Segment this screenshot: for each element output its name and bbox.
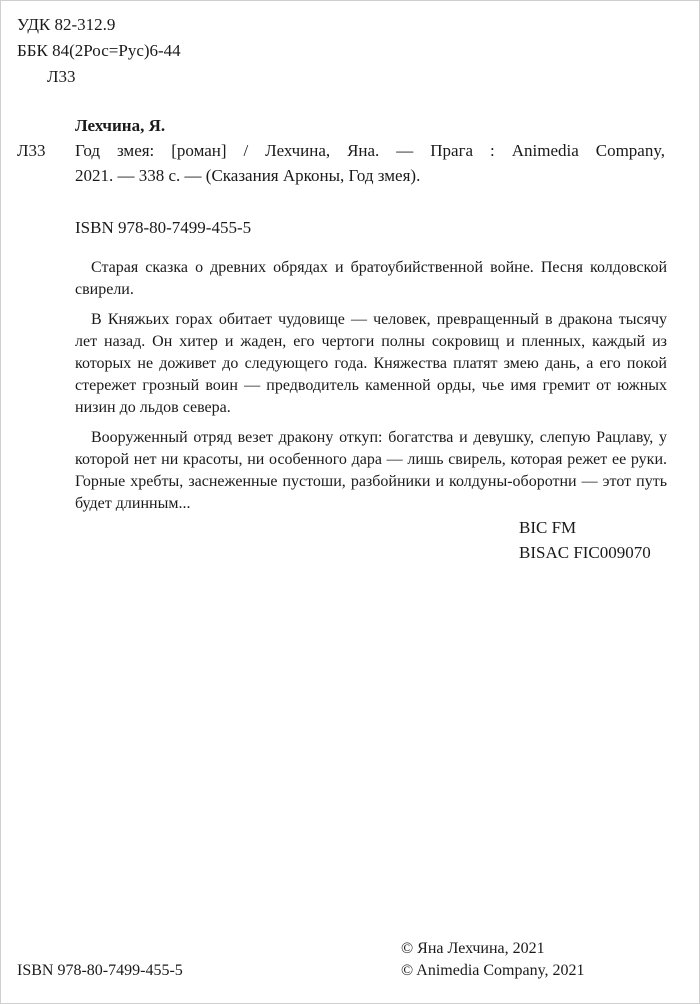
bbk-code: ББК 84(2Рос=Рус)6-44 (17, 41, 181, 60)
record-line-1: Год змея: [роман] / Лехчина, Яна. — Прага : Animedia Company, (75, 141, 665, 160)
side-author-sign: Л33 (17, 141, 46, 160)
author-sign: Л33 (47, 67, 76, 86)
classification-codes (519, 515, 651, 565)
annotation-paragraph-2: В Княжьих горах обитает чудовище — человек, превращенный в дракона тысячу лет назад. Он хитер и жаден, его чертоги полны сокровищ и пленных, каждый из которых не доживет до следующего года. Княжества платят змею дань, а его покой стережет грозный воин — предводитель каменной орды, чье имя гремит от южных низин до льдов севера. (75, 311, 667, 416)
bic-code: BIC FM (519, 518, 577, 537)
isbn-footer: ISBN 978-80-7499-455-5 (17, 962, 183, 979)
copyright-author: © Яна Лехчина, 2021 (401, 940, 545, 957)
annotation-paragraph-3: Вооруженный отряд везет дракону откуп: богатства и девушку, слепую Рацлаву, у которой нет ни красоты, ни особенного дара — лишь свирель, которая режет ее руки. Горные хребты, заснеженные пустоши, разбойники и колдуны-оборотни — этот путь будет длинным... (75, 429, 667, 512)
isbn-main: ISBN 978-80-7499-455-5 (75, 218, 252, 237)
udk-code: УДК 82-312.9 (17, 15, 116, 34)
author-heading: Лехчина, Я. (75, 116, 166, 135)
annotation-paragraph-1: Старая сказка о древних обрядах и братоубийственной войне. Песня колдовской свирели. (75, 259, 667, 298)
record-line-2: 2021. — 338 с. — (Сказания Арконы, Год змея). (75, 166, 421, 185)
bibliographic-record (75, 138, 665, 188)
bisac-code: BISAC FIC009070 (519, 543, 651, 562)
copyright-block (401, 938, 585, 982)
copyright-publisher: © Animedia Company, 2021 (401, 962, 585, 979)
